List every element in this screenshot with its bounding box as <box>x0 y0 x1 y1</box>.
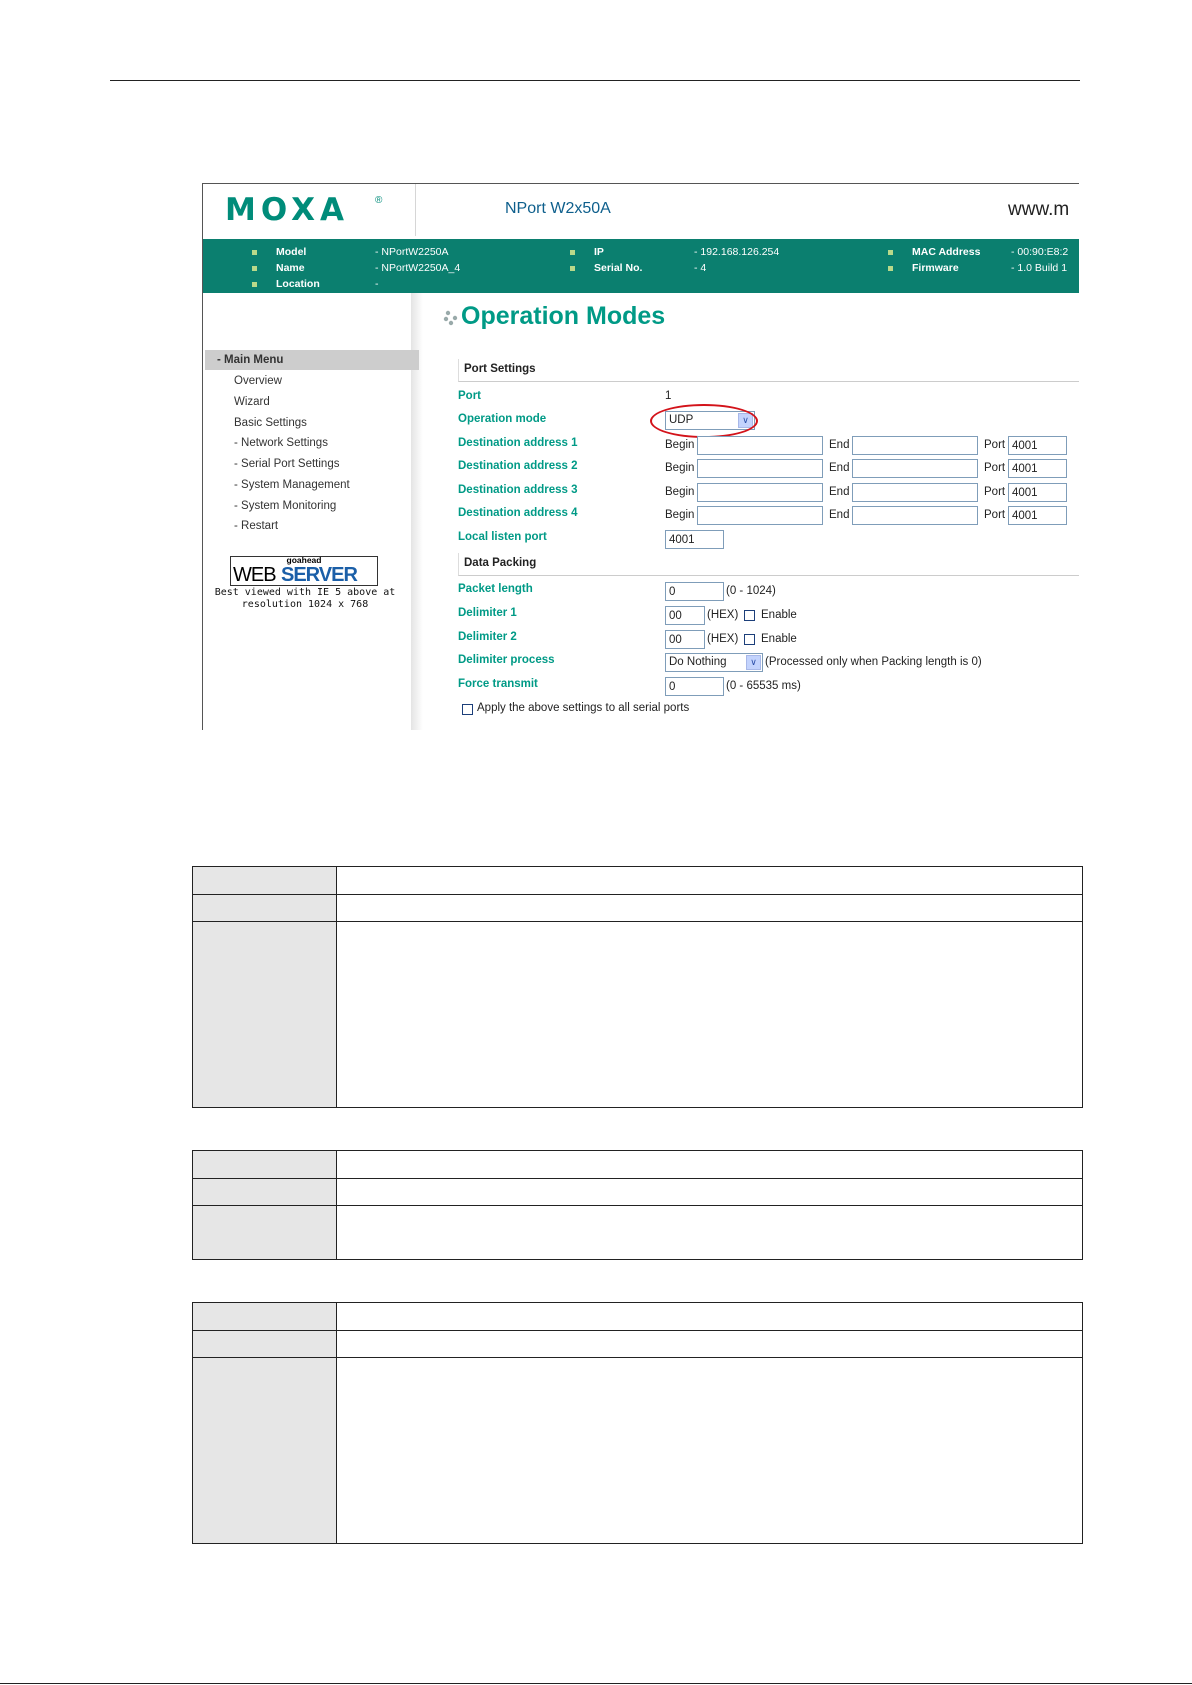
delimiter-1-label: Delimiter 1 <box>458 607 517 619</box>
operation-mode-label: Operation mode <box>458 413 547 425</box>
location-value: - <box>375 278 379 290</box>
table-label-cell <box>193 1331 337 1357</box>
dest-1-end-input[interactable] <box>852 436 978 455</box>
dest-4-end-input[interactable] <box>852 506 978 525</box>
delimiter-1-enable-checkbox[interactable] <box>744 610 755 621</box>
location-key: Location <box>276 278 320 290</box>
port-label: Port <box>458 390 481 402</box>
main-menu-header[interactable]: - Main Menu <box>205 350 419 370</box>
dest-1-port-input[interactable]: 4001 <box>1008 436 1067 455</box>
table-value-cell <box>337 1358 1082 1543</box>
table-row <box>193 1331 1082 1358</box>
packet-length-label: Packet length <box>458 583 533 595</box>
force-transmit-input[interactable]: 0 <box>665 677 724 696</box>
page-bottom-rule <box>0 1683 1192 1684</box>
delimiter-process-select[interactable] <box>665 653 763 672</box>
table-value-cell <box>337 895 1082 921</box>
table-label-cell <box>193 1206 337 1259</box>
delimiter-2-enable-label: Enable <box>761 633 797 645</box>
delimiter-process-label: Delimiter process <box>458 654 555 666</box>
highlight-circle <box>650 404 758 438</box>
dest-4-label: Destination address 4 <box>458 507 578 519</box>
section-port-settings-label: Port Settings <box>464 363 536 375</box>
delimiter-2-input[interactable]: 00 <box>665 630 705 649</box>
browser-note-line1: Best viewed with IE 5 above at <box>214 587 396 598</box>
delimiter-process-value: Do Nothing <box>669 656 727 668</box>
dest-1-end-label: End <box>829 439 850 451</box>
table-label-cell <box>193 1303 337 1330</box>
table-row <box>193 1151 1082 1179</box>
menu-item-basic-settings[interactable]: Basic Settings <box>234 417 307 429</box>
local-listen-port-label: Local listen port <box>458 531 547 543</box>
bullet-icon <box>252 266 257 271</box>
product-title: NPort W2x50A <box>505 200 611 217</box>
dest-4-begin-input[interactable] <box>697 506 823 525</box>
dest-3-begin-label: Begin <box>665 486 695 498</box>
moxa-logo: MOXA <box>225 192 349 228</box>
table-row <box>193 922 1082 1107</box>
ip-key: IP <box>594 246 604 258</box>
delimiter-2-enable-checkbox[interactable] <box>744 634 755 645</box>
section-data-packing-label: Data Packing <box>464 557 537 569</box>
section-data-packing <box>458 553 1079 576</box>
firmware-value: - 1.0 Build 1 <box>1011 262 1068 274</box>
dest-1-begin-input[interactable] <box>697 436 823 455</box>
dest-2-label: Destination address 2 <box>458 460 578 472</box>
logo-bar <box>203 184 1079 236</box>
title-dots-icon <box>443 310 459 326</box>
name-value: - NPortW2250A_4 <box>375 262 461 274</box>
dest-4-end-label: End <box>829 509 850 521</box>
menu-item-network-settings[interactable]: - Network Settings <box>234 437 328 449</box>
settings-table-3 <box>192 1302 1083 1544</box>
device-info-bar <box>203 239 1079 293</box>
table-value-cell <box>337 1303 1082 1330</box>
dest-3-label: Destination address 3 <box>458 484 578 496</box>
delimiter-2-hex-hint: (HEX) <box>707 633 739 645</box>
screenshot-frame <box>202 183 1079 730</box>
table-value-cell <box>337 1179 1082 1205</box>
table-row <box>193 1179 1082 1206</box>
apply-all-ports-label: Apply the above settings to all serial ports <box>477 702 690 714</box>
table-value-cell <box>337 867 1082 894</box>
menu-item-system-monitoring[interactable]: - System Monitoring <box>234 500 337 512</box>
table-value-cell <box>337 1331 1082 1357</box>
table-label-cell <box>193 1179 337 1205</box>
browser-note-line2: resolution 1024 x 768 <box>241 599 369 610</box>
mac-key: MAC Address <box>912 246 981 258</box>
dest-2-port-label: Port <box>984 462 1006 474</box>
dest-1-begin-label: Begin <box>665 439 695 451</box>
page-title: Operation Modes <box>461 302 666 330</box>
settings-table-2 <box>192 1150 1083 1260</box>
dest-3-port-label: Port <box>984 486 1006 498</box>
table-row <box>193 895 1082 922</box>
delimiter-process-hint: (Processed only when Packing length is 0) <box>765 656 982 668</box>
dest-2-begin-input[interactable] <box>697 459 823 478</box>
table-value-cell <box>337 922 1082 1107</box>
badge-web: WEB <box>233 564 276 586</box>
model-value: - NPortW2250A <box>375 246 449 258</box>
settings-table-1 <box>192 866 1083 1108</box>
force-transmit-label: Force transmit <box>458 678 538 690</box>
dest-4-port-label: Port <box>984 509 1006 521</box>
table-label-cell <box>193 1358 337 1543</box>
bullet-icon <box>888 250 893 255</box>
dest-1-port-label: Port <box>984 439 1006 451</box>
site-url[interactable]: www.m <box>1008 199 1070 220</box>
browser-note <box>213 587 397 611</box>
chevron-down-icon[interactable]: ∨ <box>738 413 753 428</box>
serial-value: - 4 <box>694 262 707 274</box>
table-label-cell <box>193 922 337 1107</box>
table-row <box>193 867 1082 895</box>
menu-item-serial-port-settings[interactable]: - Serial Port Settings <box>234 458 340 470</box>
logo-cell <box>203 184 416 236</box>
dest-2-end-input[interactable] <box>852 459 978 478</box>
firmware-key: Firmware <box>912 262 959 274</box>
page-top-rule <box>110 80 1080 81</box>
menu-item-overview[interactable]: Overview <box>234 375 282 387</box>
local-listen-port-input[interactable]: 4001 <box>665 530 724 549</box>
menu-item-restart[interactable]: - Restart <box>234 520 279 532</box>
name-key: Name <box>276 262 305 274</box>
table-label-cell <box>193 867 337 894</box>
dest-4-port-input[interactable]: 4001 <box>1008 506 1067 525</box>
dest-2-port-input[interactable]: 4001 <box>1008 459 1067 478</box>
bullet-icon <box>570 266 575 271</box>
dest-3-end-label: End <box>829 486 850 498</box>
dest-2-end-label: End <box>829 462 850 474</box>
delimiter-1-hex-hint: (HEX) <box>707 609 739 621</box>
apply-all-ports-checkbox[interactable] <box>462 704 473 715</box>
section-port-settings <box>458 359 1079 382</box>
packet-length-hint: (0 - 1024) <box>726 585 776 597</box>
table-label-cell <box>193 895 337 921</box>
mac-value: - 00:90:E8:2 <box>1011 246 1069 258</box>
menu-item-system-management[interactable]: - System Management <box>234 479 350 491</box>
bullet-icon <box>252 250 257 255</box>
table-row <box>193 1303 1082 1331</box>
badge-goahead: goahead <box>286 555 322 565</box>
bullet-icon <box>570 250 575 255</box>
delimiter-1-input[interactable]: 00 <box>665 606 705 625</box>
badge-server: SERVER <box>281 564 357 586</box>
delimiter-1-enable-label: Enable <box>761 609 797 621</box>
bullet-icon <box>252 282 257 287</box>
ip-value: - 192.168.126.254 <box>694 246 780 258</box>
table-row <box>193 1206 1082 1259</box>
dest-4-begin-label: Begin <box>665 509 695 521</box>
table-value-cell <box>337 1206 1082 1259</box>
model-key: Model <box>276 246 307 258</box>
port-value: 1 <box>665 390 672 402</box>
dest-2-begin-label: Begin <box>665 462 695 474</box>
force-transmit-hint: (0 - 65535 ms) <box>726 680 801 692</box>
bullet-icon <box>888 266 893 271</box>
delimiter-2-label: Delimiter 2 <box>458 631 517 643</box>
menu-item-wizard[interactable]: Wizard <box>234 396 270 408</box>
table-row <box>193 1358 1082 1543</box>
operation-mode-value: UDP <box>669 414 694 426</box>
dest-3-port-input[interactable]: 4001 <box>1008 483 1067 502</box>
dest-3-end-input[interactable] <box>852 483 978 502</box>
table-label-cell <box>193 1151 337 1178</box>
dest-1-label: Destination address 1 <box>458 437 578 449</box>
packet-length-input[interactable]: 0 <box>665 582 724 601</box>
serial-key: Serial No. <box>594 262 643 274</box>
table-value-cell <box>337 1151 1082 1178</box>
goahead-webserver-badge <box>230 556 378 586</box>
dest-3-begin-input[interactable] <box>697 483 823 502</box>
chevron-down-icon[interactable]: ∨ <box>746 655 761 670</box>
registered-mark: ® <box>375 195 383 206</box>
